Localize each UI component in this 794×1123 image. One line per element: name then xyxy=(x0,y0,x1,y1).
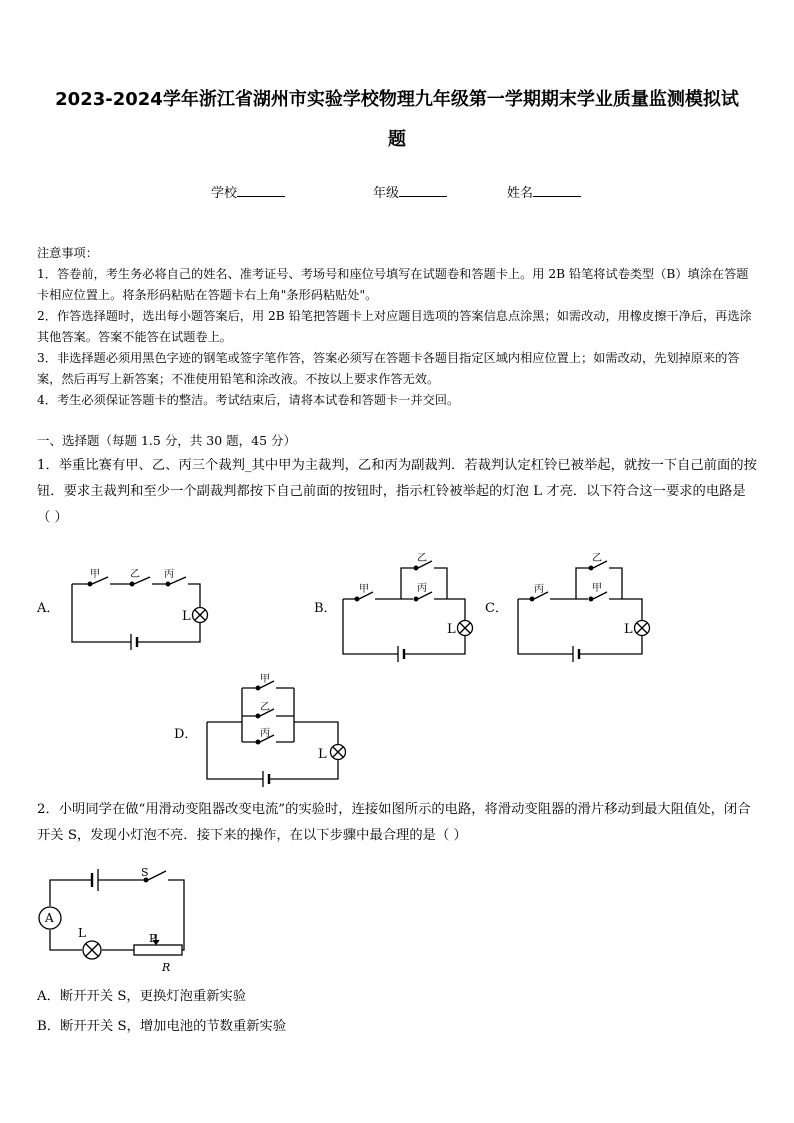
switch-label-jia: 甲 xyxy=(359,584,369,595)
question-2-stem xyxy=(37,797,759,849)
lamp-label: L xyxy=(318,747,327,762)
switch-label-yi: 乙 xyxy=(260,702,270,713)
grade-label: 年级 xyxy=(373,186,400,201)
q2-option-b[interactable]: B．断开开关 S，增加电池的节数重新实验 xyxy=(37,1019,287,1034)
lamp-label-l: L xyxy=(78,926,86,940)
circuit-q2-diagram xyxy=(36,864,196,976)
section-heading: 一、选择题（每题 1.5 分，共 30 题，45 分） xyxy=(37,433,297,448)
grade-blank[interactable] xyxy=(399,184,447,197)
switch-label-jia: 甲 xyxy=(260,674,270,685)
exam-title-line1: 2023-2024学年浙江省湖州市实验学校物理九年级第一学期期末学业质量监测模拟试 xyxy=(55,89,739,110)
question-2-text: 2．小明同学在做“用滑动变阻器改变电流”的实验时，连接如图所示的电路，将滑动变阻器的滑片移动到最大阻值处，闭合开关 S，发现小灯泡不亮．接下来的操作，在以下步骤中最合理的是（ ） xyxy=(37,802,751,843)
q1-option-c-label[interactable]: C． xyxy=(485,601,508,616)
switch-label-bing: 丙 xyxy=(164,569,174,580)
switch-label-yi: 乙 xyxy=(130,569,140,580)
switch-label-yi: 乙 xyxy=(417,553,427,564)
switch-label-jia: 甲 xyxy=(592,583,602,594)
notes-block xyxy=(37,243,759,411)
note-item-3: 3．非选择题必须用黑色字迹的钢笔或签字笔作答，答案必须写在答题卡各题目指定区域内相应位置上；如需改动，先划掉原来的答案，然后再写上新答案；不准使用铅笔和涂改液。不按以上要求作答无效。 xyxy=(37,351,740,386)
note-item-4: 4．考生必须保证答题卡的整洁。考试结束后，请将本试卷和答题卡一并交回。 xyxy=(37,393,460,407)
q1-option-d-label[interactable]: D． xyxy=(174,727,198,742)
q1-option-b-label[interactable]: B． xyxy=(314,601,337,616)
slider-label-p: P xyxy=(149,932,157,945)
switch-label-bing: 丙 xyxy=(534,584,544,595)
note-item-2: 2．作答选择题时，选出每小题答案后，用 2B 铅笔把答题卡上对应题目选项的答案信息点涂黑；如需改动，用橡皮擦干净后，再选涂其他答案。答案不能答在试题卷上。 xyxy=(37,309,752,344)
circuit-b-diagram xyxy=(335,546,480,666)
name-field xyxy=(507,182,581,201)
question-1-stem xyxy=(37,453,759,531)
q1-option-a-label[interactable]: A． xyxy=(37,601,60,616)
switch-label-bing: 丙 xyxy=(260,728,270,739)
school-label: 学校 xyxy=(211,186,238,201)
name-blank[interactable] xyxy=(533,184,581,197)
switch-label-bing: 丙 xyxy=(417,583,427,594)
ammeter-label: A xyxy=(45,911,54,925)
circuit-a-diagram xyxy=(60,562,220,658)
grade-field xyxy=(373,182,447,201)
switch-label-yi: 乙 xyxy=(592,553,602,564)
switch-label-s: S xyxy=(141,866,149,879)
note-item-1: 1．答卷前，考生务必将自己的姓名、准考证号、考场号和座位号填写在试题卷和答题卡上。用 2B 铅笔将试卷类型（B）填涂在答题卡相应位置上。将条形码粘贴在答题卡右上角"条形码粘贴处"。 xyxy=(37,267,749,302)
notes-heading: 注意事项： xyxy=(37,246,98,260)
lamp-label: L xyxy=(624,622,633,637)
question-2-options xyxy=(37,984,759,1040)
switch-label-jia: 甲 xyxy=(90,569,100,580)
exam-title-line2: 题 xyxy=(388,129,406,150)
circuit-d-diagram xyxy=(202,672,352,790)
circuit-c-diagram xyxy=(510,546,660,666)
name-label: 姓名 xyxy=(507,186,534,201)
q2-option-a[interactable]: A．断开开关 S，更换灯泡重新实验 xyxy=(37,989,247,1004)
school-blank[interactable] xyxy=(237,184,285,197)
rheostat-label-r: R xyxy=(162,961,171,974)
lamp-label: L xyxy=(447,622,456,637)
question-1-text: 1．举重比赛有甲、乙、丙三个裁判_其中甲为主裁判，乙和丙为副裁判．若裁判认定杠铃已被举起，就按一下自己前面的按钮．要求主裁判和至少一个副裁判都按下自己前面的按钮时，指示杠铃被举起的灯泡 L 才亮．以下符合这一要求的电路是（ ） xyxy=(37,458,757,525)
school-field xyxy=(211,182,285,201)
lamp-label: L xyxy=(182,609,191,624)
